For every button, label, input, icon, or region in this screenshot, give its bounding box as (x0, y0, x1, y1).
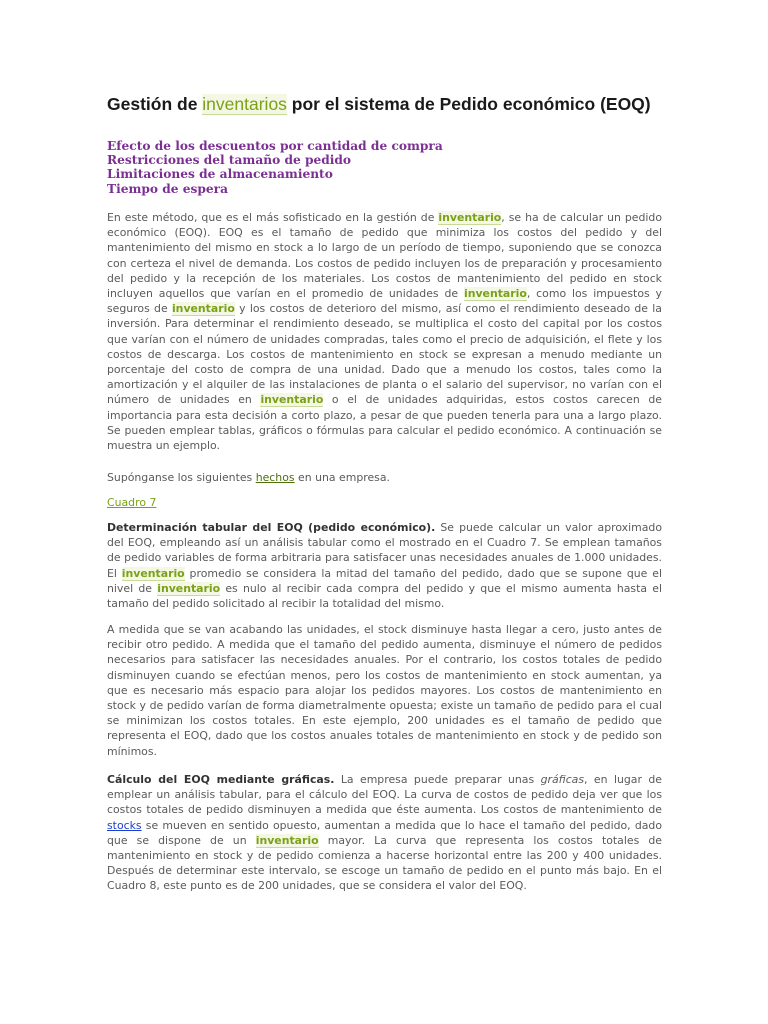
toc-item-tiempo: Tiempo de espera (107, 181, 228, 196)
title-keyword-link[interactable]: inventarios (202, 94, 287, 114)
tabular-text: Se puede calcular un valor aproximado del EOQ, empleando así un análisis tabular como el mostrado en el Cuadro 7. Se emplean tamaños de pedido variables de forma arbitraria para satisfacer unas necesidades anuales de 1.000 unidades. El (107, 521, 662, 580)
grafica-text: mayor. La curva que representa los costos totales de mantenimiento en stock y de pedido comienza a hacerse horizontal entre las 200 y 400 unidades. Después de determinar este intervalo, se escoge un tamaño de pedido en el punto más bajo. En el Cuadro 8, este punto es de 200 unidades, que se considera el valor del EOQ. (107, 833, 662, 893)
keyword-link-inventario[interactable]: inventario (438, 211, 502, 224)
grafica-paragraph (107, 772, 662, 894)
grafica-emphasis: gráficas (540, 773, 585, 786)
grafica-text: se mueven en sentido opuesto, aumentan a medida que lo hace el tamaño del pedido, dado que se dispone de un (107, 818, 662, 847)
tabular-heading: Determinación tabular del EOQ (pedido económico). (107, 521, 436, 534)
intro-text: y los costos de deterioro del mismo, así como el rendimiento deseado de la inversión. Para determinar el rendimiento deseado, se multiplica el costo del capital por los costos que varían con el número de unidades compradas, tales como el precio de adquisición, el flete y los costos de descarga. Los costos de mantenimiento en stock se expresan a menudo mediante un porcentaje del costo de compra de una unidad. Dado que a menudo los costos, tales como la amortización y el alquiler de las instalaciones de planta o el salario del supervisor, no varían con el número de unidades en (107, 302, 662, 407)
grafica-text: La empresa puede preparar unas (334, 773, 541, 786)
title-suffix: por el sistema de Pedido económico (EOQ) (286, 94, 651, 114)
keyword-link-inventario[interactable]: inventario (171, 302, 235, 316)
table-of-contents (107, 139, 443, 196)
cuadro-7-link[interactable]: Cuadro 7 (107, 496, 157, 509)
keyword-link-inventario[interactable]: inventario (260, 393, 324, 407)
intro-text: , como los impuestos y seguros de (107, 287, 662, 316)
intro-text: o el de unidades adquiridas, estos costos carecen de importancia para esta decisión a corto plazo, a pesar de que pueden tenerla para una a largo plazo. Se pueden emplear tablas, gráficos o fórmulas para calcular el pedido económico. A continuación se muestra un ejemplo. (107, 393, 662, 453)
keyword-link-inventario[interactable]: inventario (121, 566, 185, 580)
tabular-text: promedio se considera la mitad del tamaño del pedido, dado que se supone que el nivel de (107, 566, 662, 595)
hechos-link[interactable]: hechos (255, 471, 295, 484)
hechos-text: en una empresa. (294, 471, 390, 484)
grafica-text: , en lugar de emplear un análisis tabular, para el cálculo del EOQ. La curva de costos de pedido deja ver que los costos totales de pedido disminuyen a medida que éste aumenta. Los costos de mantenimiento de (107, 773, 662, 817)
hechos-paragraph (107, 470, 662, 485)
hechos-text: Supónganse los siguientes (107, 471, 256, 484)
toc-item-descuentos: Efecto de los descuentos por cantidad de compra (107, 139, 443, 153)
medida-paragraph: A medida que se van acabando las unidades, el stock disminuye hasta llegar a cero, justo antes de recibir otro pedido. A medida que el tamaño del pedido aumenta, disminuye el número de pedidos necesarios para satisfacer las necesidades anuales. Por el contrario, los costos totales de pedido disminuyen cuando se efectúan menos, pero los costos de mantenimiento en stock aumentan, ya que es necesario más espacio para alojar los pedidos mayores. Los costos de mantenimiento en stock y de pedido varían de forma diametralmente opuesta; existe un tamaño de pedido para el cual se minimizan los costos totales. En este ejemplo, 200 unidades es el tamaño de pedido que representa el EOQ, dado que los costos anuales totales de mantenimiento en stock y de pedido son mínimos. (107, 623, 662, 758)
tabular-text: es nulo al recibir cada compra del pedido y que el mismo aumenta hasta el tamaño del pedido solicitado al recibir la totalidad del mismo. (107, 581, 663, 611)
toc-item-limitaciones: Limitaciones de almacenamiento (107, 167, 333, 182)
intro-text: , se ha de calcular un pedido económico (EOQ). EOQ es el tamaño de pedido que minimiza los costos del pedido y del mantenimiento del mismo en stock a lo largo de un período de tiempo, suponiendo que se conozca con certeza el nivel de demanda. Los costos de pedido incluyen los de preparación y procesamiento del pedido y la recepción de los materiales. Los costos de mantenimiento del pedido en stock incluyen aquellos que varían en el promedio de unidades de (107, 211, 662, 301)
title-prefix: Gestión de (107, 94, 203, 114)
page-title (107, 94, 651, 115)
grafica-heading: Cálculo del EOQ mediante gráficas. (107, 773, 335, 786)
stocks-link[interactable]: stocks (107, 818, 142, 832)
intro-paragraph (107, 210, 662, 453)
keyword-link-inventario[interactable]: inventario (255, 833, 319, 847)
keyword-link-inventario[interactable]: inventario (463, 287, 527, 301)
keyword-link-inventario[interactable]: inventario (157, 581, 221, 595)
tabular-paragraph (107, 520, 662, 611)
intro-text: En este método, que es el más sofisticado en la gestión de (107, 211, 439, 224)
toc-item-restricciones: Restricciones del tamaño de pedido (107, 153, 352, 168)
